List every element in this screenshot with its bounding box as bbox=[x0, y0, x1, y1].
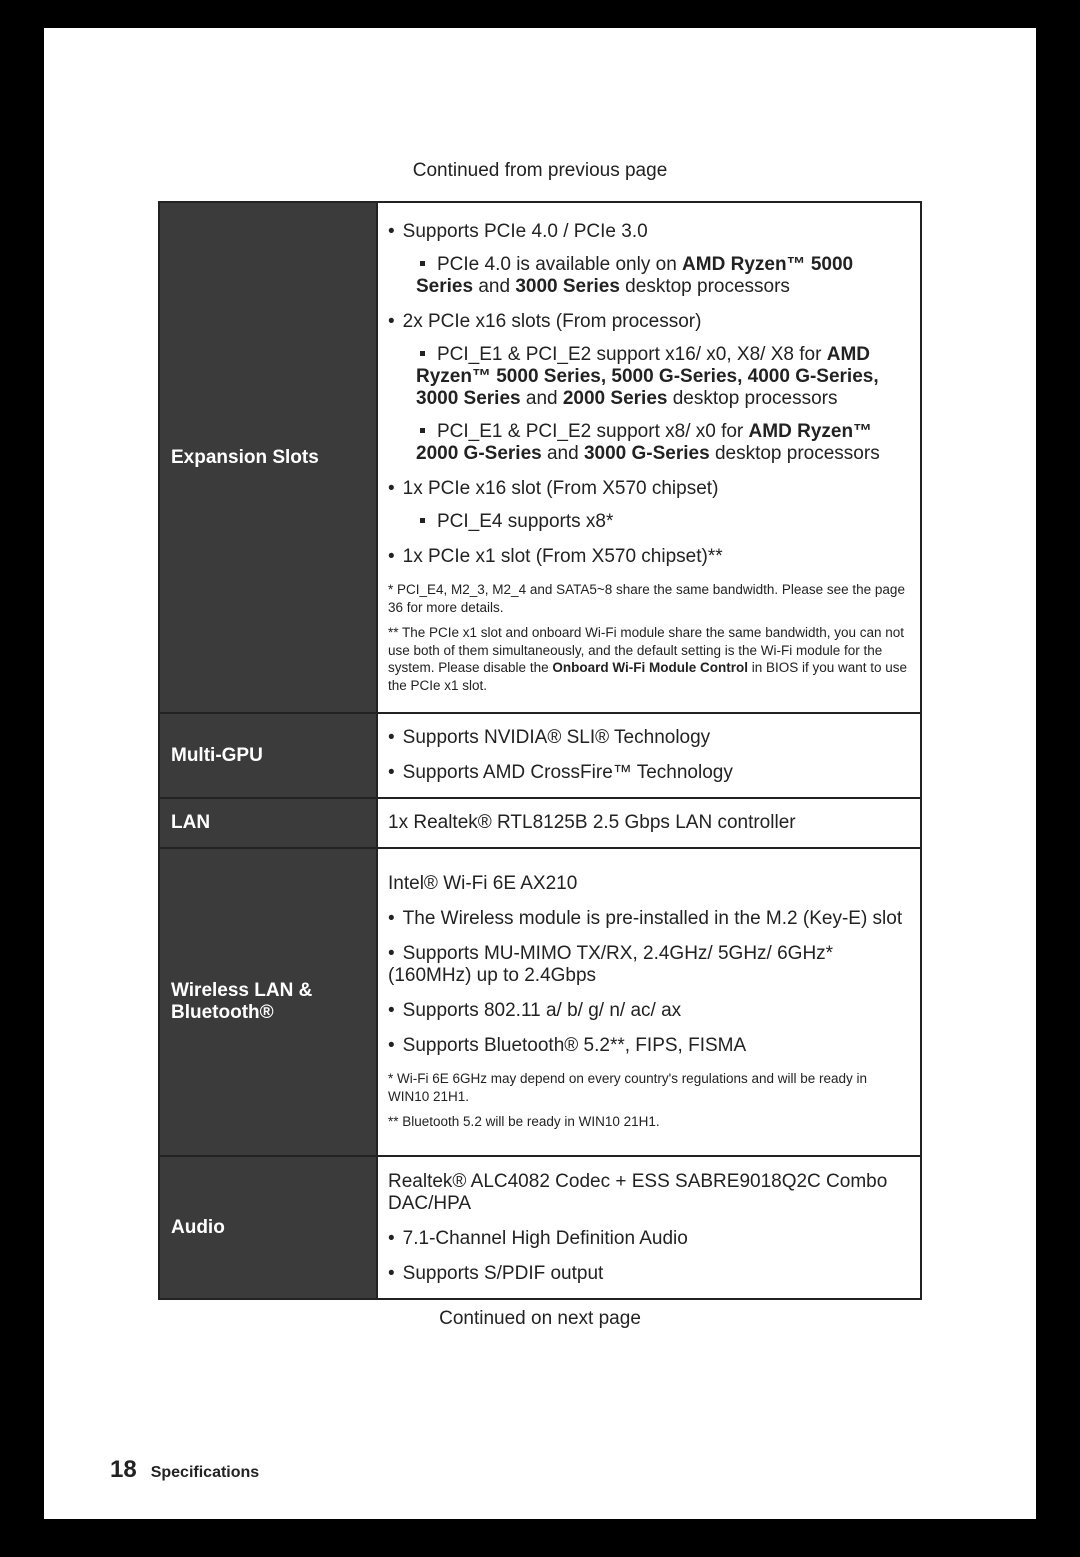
bullet-item bbox=[388, 727, 908, 749]
text: PCI_E1 & PCI_E2 support x16/ x0, X8/ X8 for bbox=[437, 344, 827, 365]
text: Supports AMD CrossFire™ Technology bbox=[402, 762, 733, 783]
spec-value bbox=[377, 798, 921, 848]
specifications-table bbox=[158, 201, 922, 1300]
text: 7.1-Channel High Definition Audio bbox=[402, 1227, 688, 1249]
text: * Wi-Fi 6E 6GHz may depend on every country's regulations and will be ready in WIN10 21H1. bbox=[388, 1071, 868, 1104]
document-page bbox=[44, 28, 1036, 1519]
text: ** Bluetooth 5.2 will be ready in WIN10 21H1. bbox=[388, 1114, 660, 1130]
bullet-item bbox=[388, 762, 908, 784]
bullet-item bbox=[388, 1263, 908, 1285]
text: and bbox=[473, 276, 516, 297]
text: 2x PCIe x16 slots (From processor) bbox=[402, 311, 702, 332]
bold-text: 3000 Series bbox=[515, 276, 620, 297]
text: Realtek® ALC4082 Codec + ESS SABRE9018Q2C Combo DAC/HPA bbox=[388, 1170, 888, 1214]
sub-bullet-item bbox=[416, 344, 908, 410]
text: ** The PCIe x1 slot and onboard Wi-Fi module share the same bandwidth, you can not use both of them simultaneously, and the default setting is the Wi-Fi module for the system. Please disable the bbox=[388, 625, 905, 675]
text: Supports Bluetooth® 5.2**, FIPS, FISMA bbox=[402, 1035, 747, 1057]
text: 1x PCIe x16 slot (From X570 chipset) bbox=[402, 478, 719, 499]
page-footer bbox=[110, 1456, 259, 1484]
spec-row bbox=[159, 202, 921, 713]
square-bullet-icon bbox=[420, 428, 425, 433]
continued-next-note: Continued on next page bbox=[439, 1308, 641, 1329]
footnote bbox=[388, 1070, 908, 1105]
text: in BIOS if you want to use the PCIe x1 slot. bbox=[388, 660, 908, 693]
text: PCI_E4 supports x8* bbox=[437, 511, 614, 532]
square-bullet-icon bbox=[420, 351, 425, 356]
bold-text: AMD Ryzen™ 5000 Series bbox=[416, 254, 854, 297]
bold-text: AMD Ryzen™ 5000 Series, 5000 G-Series, 4000 G-Series, 3000 Series bbox=[416, 344, 879, 409]
text: Supports S/PDIF output bbox=[402, 1262, 604, 1284]
section-name: Specifications bbox=[150, 1464, 260, 1481]
spec-label: Audio bbox=[159, 1156, 377, 1299]
bullet-item bbox=[388, 311, 908, 333]
text: Supports NVIDIA® SLI® Technology bbox=[402, 727, 711, 748]
text: Intel® Wi-Fi 6E AX210 bbox=[388, 873, 578, 895]
square-bullet-icon bbox=[420, 261, 425, 266]
bullet-item bbox=[388, 478, 908, 500]
text: * PCI_E4, M2_3, M2_4 and SATA5~8 share the same bandwidth. Please see the page 36 for more details. bbox=[388, 582, 905, 615]
page-number: 18 bbox=[110, 1456, 137, 1483]
bullet-item bbox=[388, 1035, 908, 1057]
text: desktop processors bbox=[709, 443, 880, 464]
text: desktop processors bbox=[667, 388, 838, 409]
text: PCIe 4.0 is available only on bbox=[437, 254, 683, 275]
spec-value bbox=[377, 202, 921, 713]
text: and bbox=[520, 388, 563, 409]
sub-bullet-item bbox=[416, 511, 908, 533]
spec-label: Expansion Slots bbox=[159, 202, 377, 713]
text: PCI_E1 & PCI_E2 support x8/ x0 for bbox=[437, 421, 749, 442]
bullet-item bbox=[388, 546, 908, 568]
sub-bullet-item bbox=[416, 254, 908, 298]
text: 1x Realtek® RTL8125B 2.5 Gbps LAN controller bbox=[388, 812, 796, 833]
spec-row bbox=[159, 713, 921, 798]
spec-text bbox=[388, 812, 908, 834]
text: and bbox=[541, 443, 584, 464]
spec-value bbox=[377, 713, 921, 798]
bullet-item bbox=[388, 943, 908, 987]
bold-text: 2000 Series bbox=[562, 388, 668, 409]
spec-label: Wireless LAN & Bluetooth® bbox=[159, 848, 377, 1156]
bullet-item bbox=[388, 221, 908, 243]
spec-row bbox=[159, 798, 921, 848]
spec-row bbox=[159, 848, 921, 1156]
text: Supports 802.11 a/ b/ g/ n/ ac/ ax bbox=[402, 1000, 682, 1022]
spec-text bbox=[388, 873, 908, 895]
bullet-item bbox=[388, 908, 908, 930]
footnote bbox=[388, 1113, 908, 1131]
spec-label: Multi-GPU bbox=[159, 713, 377, 798]
bold-text: Onboard Wi-Fi Module Control bbox=[552, 660, 748, 675]
sub-bullet-item bbox=[416, 421, 908, 465]
footnote bbox=[388, 624, 908, 694]
text: desktop processors bbox=[619, 276, 790, 297]
spec-value bbox=[377, 848, 921, 1156]
spec-row bbox=[159, 1156, 921, 1299]
bold-text: AMD Ryzen™ 2000 G-Series bbox=[416, 421, 873, 464]
footnote bbox=[388, 581, 908, 616]
continued-from-note: Continued from previous page bbox=[412, 160, 668, 181]
spec-label: LAN bbox=[159, 798, 377, 848]
bullet-item bbox=[388, 1228, 908, 1250]
square-bullet-icon bbox=[420, 518, 425, 523]
spec-text bbox=[388, 1171, 908, 1215]
text: Supports PCIe 4.0 / PCIe 3.0 bbox=[402, 221, 648, 242]
bullet-item bbox=[388, 1000, 908, 1022]
spec-value bbox=[377, 1156, 921, 1299]
text: The Wireless module is pre-installed in the M.2 (Key-E) slot bbox=[402, 908, 903, 930]
text: 1x PCIe x1 slot (From X570 chipset)** bbox=[402, 546, 723, 567]
text: Supports MU-MIMO TX/RX, 2.4GHz/ 5GHz/ 6GHz* (160MHz) up to 2.4Gbps bbox=[388, 943, 834, 987]
bold-text: 3000 G-Series bbox=[583, 443, 710, 464]
